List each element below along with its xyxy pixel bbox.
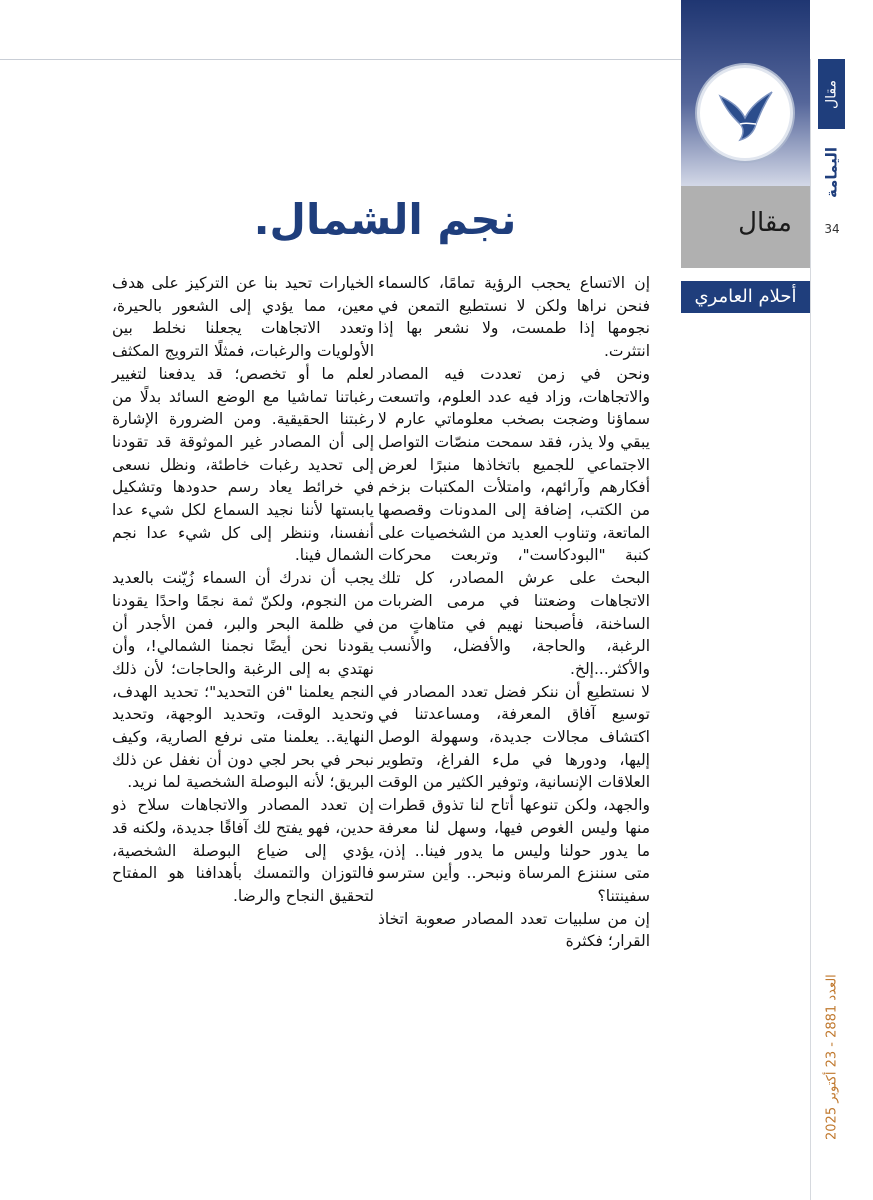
column-divider <box>810 59 811 1200</box>
issue-info: العدد 2881 - 23 أكتوبر 2025 <box>824 974 840 1141</box>
magazine-logo: اليمامة <box>822 147 841 198</box>
page-margin <box>0 0 24 1200</box>
article-column-left <box>112 272 374 908</box>
bird-icon <box>710 78 780 148</box>
side-section-label: مقال <box>823 79 840 109</box>
paragraph: إن الاتساع يحجب الرؤية تمامًا، كالسماء فنحن نراها ولكن لا نستطيع التمعن في نجومها إذا طمست، ولا نشعر بها إذا انتثرت. <box>378 274 650 361</box>
paragraph: لا نستطيع أن ننكر فضل تعدد المصادر في توسيع آفاق المعرفة، ومساعدتنا في اكتشاف مجالات جديدة، وسهولة الوصل إليها، ودورها في ملء الفراغ، وتطوير العلاقات الإنسانية، وتوفير الكثير من الوقت والجهد، ولكن تنوعها أتاح لنا تذوق قطرات منها وليس الغوص فيها، وسهل لنا معرفة ما يدور حولنا وليس ما يدور فينا.. إذن، متى سننزع المرساة ونبحر.. وأين سترسو سفينتنا؟ <box>378 682 650 905</box>
paragraph: ونحن في زمن تعددت فيه المصادر والاتجاهات، وزاد فيه عدد العلوم، واتسعت سماؤنا وضجت بصخب معلوماتي عارم لا يبقي ولا يذر، فقد سمحت منصّات التواصل الاجتماعي للجميع باتخاذها منبرًا لعرض أفكارهم وآرائهم، وامتلأت المكتبات بزخم من الكتب، إضافة إلى المدونات وقصصها الماتعة، وتناوب العديد من الشخصيات على كنبة "البودكاست"، وتربعت محركات البحث على عرش المصادر، كل تلك الاتجاهات وضعتنا في مرمى الضربات الساخنة، فأصبحنا نهيم في متاهاتٍ من الرغبة، والحاجة، والأفضل، والأنسب والأكثر...إلخ. <box>378 364 650 678</box>
section-label: مقال <box>738 208 792 238</box>
paragraph: الخيارات تحيد بنا عن التركيز على هدف معين، مما يؤدي إلى الشعور بالحيرة، وتعدد الاتجاهات يجعلنا نخلط بين الأولويات والرغبات، فمثلًا الترويج المكثف لعلم ما أو تخصص؛ قد يدفعنا لتغيير رغباتنا تماشيا مع الوضع السائد بدلًا من رغبتنا الحقيقية. ومن الضرورة الإشارة إلى أن المصادر غير الموثوقة قد تقودنا إلى تحديد رغبات خاطئة، ونظل نسعى في خرائط يعاد رسم حدودها وتشكيل يابستها لأننا نجيد السماع لكل شيء عدا أنفسنا، وننظر إلى كل شيء عدا نجم الشمال فينا. <box>112 274 374 565</box>
column-logo <box>697 65 793 161</box>
paragraph: إن من سلبيات تعدد المصادر صعوبة اتخاذ القرار؛ فكثرة <box>378 909 650 951</box>
paragraph: إن تعدد المصادر والاتجاهات سلاح ذو حدين، فهو يفتح لك آفاقًا جديدة، ولكنه قد يؤدي إلى ضياع البوصلة الشخصية، فالتوزان والتمسك بأهدافنا هو المفتاح لتحقيق النجاح والرضا. <box>112 796 374 905</box>
article-column-right <box>378 272 650 953</box>
page-number: 34 <box>824 222 840 236</box>
article-title: نجم الشمال. <box>253 195 517 244</box>
author-name: أحلام العامري <box>681 281 810 313</box>
paragraph: يجب أن ندرك أن السماء زُيّنت بالعديد من النجوم، ولكنّ ثمة نجمًا واحدًا يقودنا في ظلمة البحر والبر، فمن الأجدر أن يقودنا نحن أيضًا نجمنا الشمالي!، وأن نهتدي به إلى الرغبة والحاجات؛ لأن ذلك النجم يعلمنا "فن التحديد"؛ تحديد الهدف، وتحديد الوقت، وتحديد الوجهة، وتحديد النهاية.. يعلمنا متى نرفع الصارية، وكيف نبحر في بحر لجي دون أن نغفل عن ذلك البريق؛ لأنه البوصلة الشخصية لما نريد. <box>112 569 374 792</box>
section-box <box>681 186 810 268</box>
